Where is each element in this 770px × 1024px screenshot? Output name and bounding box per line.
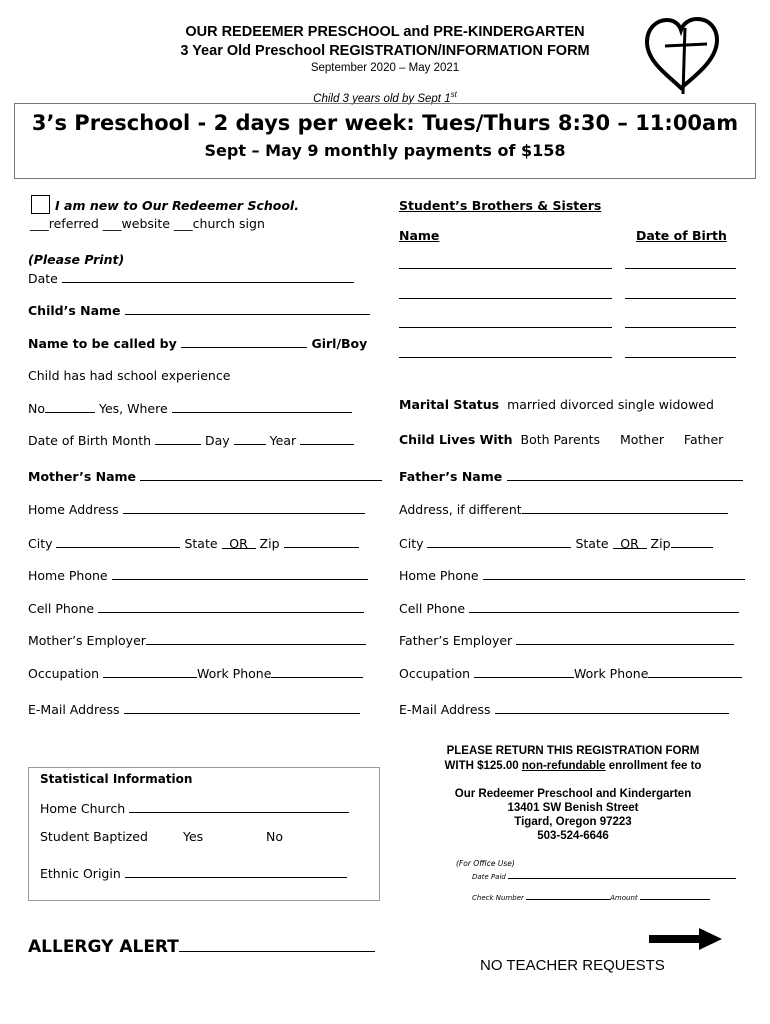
- mother-name-field[interactable]: Mother’s Name: [28, 468, 382, 484]
- school-experience: Child has had school experience: [28, 368, 231, 383]
- return-address3: Tigard, Oregon 97223: [514, 816, 632, 828]
- ethnic-origin-field[interactable]: Ethnic Origin: [40, 865, 347, 881]
- father-cell-phone-field[interactable]: Cell Phone: [399, 600, 739, 616]
- sibling-dob-line[interactable]: [625, 345, 736, 358]
- school-year: September 2020 – May 2021: [310, 62, 460, 74]
- father-city-field[interactable]: City State OR Zip: [399, 535, 713, 551]
- sibling-dob-line[interactable]: [625, 315, 736, 328]
- mother-email-field[interactable]: E-Mail Address: [28, 701, 360, 717]
- baptized-no[interactable]: No: [266, 829, 283, 844]
- return-line2: WITH $125.00 non-refundable enrollment fee to: [444, 760, 702, 772]
- father-home-phone-field[interactable]: Home Phone: [399, 567, 745, 583]
- return-address1: Our Redeemer Preschool and Kindergarten: [454, 788, 692, 800]
- sibling-name-line[interactable]: [399, 256, 612, 269]
- called-by-field[interactable]: Name to be called by Girl/Boy: [28, 336, 368, 351]
- office-use-title: (For Office Use): [456, 859, 515, 868]
- siblings-name-col: Name: [399, 228, 440, 243]
- age-requirement: Child 3 years old by Sept 1st: [313, 90, 457, 105]
- mother-city-field[interactable]: City State OR Zip: [28, 535, 359, 551]
- heart-cross-logo-icon: [641, 14, 723, 96]
- please-print: (Please Print): [28, 252, 125, 267]
- referral-options[interactable]: ___referred ___website ___church sign: [30, 216, 265, 231]
- home-church-field[interactable]: Home Church: [40, 800, 349, 816]
- dob-field[interactable]: Date of Birth Month Day Year: [28, 432, 354, 448]
- mother-cell-phone-field[interactable]: Cell Phone: [28, 600, 364, 616]
- child-name-field[interactable]: Child’s Name: [28, 302, 370, 318]
- school-name: OUR REDEEMER PRESCHOOL and PRE-KINDERGARTEN: [185, 24, 585, 40]
- sibling-name-line[interactable]: [399, 286, 612, 299]
- new-student-label: I am new to Our Redeemer School.: [55, 198, 299, 213]
- father-occupation-field[interactable]: Occupation Work Phone: [399, 665, 742, 681]
- stats-title: Statistical Information: [40, 772, 193, 786]
- baptized-yes[interactable]: Yes: [183, 829, 204, 844]
- sibling-name-line[interactable]: [399, 315, 612, 328]
- baptized-label: Student Baptized: [40, 829, 148, 844]
- return-phone: 503-524-6646: [537, 830, 609, 842]
- lives-with[interactable]: Child Lives With Both Parents Mother Father: [399, 432, 724, 447]
- return-address2: 13401 SW Benish Street: [507, 802, 639, 814]
- siblings-dob-col: Date of Birth: [636, 228, 727, 243]
- check-number-field[interactable]: Check Number Amount: [472, 892, 710, 902]
- father-email-field[interactable]: E-Mail Address: [399, 701, 729, 717]
- form-title: 3 Year Old Preschool REGISTRATION/INFORMATION FORM: [180, 43, 590, 59]
- allergy-alert-field[interactable]: ALLERGY ALERT: [28, 936, 375, 957]
- mother-occupation-field[interactable]: Occupation Work Phone: [28, 665, 363, 681]
- no-teacher-requests: NO TEACHER REQUESTS: [480, 957, 665, 974]
- new-student-checkbox[interactable]: [31, 195, 50, 214]
- marital-status[interactable]: Marital Status married divorced single widowed: [399, 397, 714, 412]
- date-field[interactable]: Date: [28, 270, 354, 286]
- siblings-title: Student’s Brothers & Sisters: [399, 198, 602, 213]
- mother-address-field[interactable]: Home Address: [28, 501, 365, 517]
- father-employer-field[interactable]: Father’s Employer: [399, 632, 734, 648]
- sibling-dob-line[interactable]: [625, 256, 736, 269]
- sibling-dob-line[interactable]: [625, 286, 736, 299]
- school-experience-field[interactable]: No Yes, Where: [28, 400, 352, 416]
- return-line1: PLEASE RETURN THIS REGISTRATION FORM: [446, 745, 700, 757]
- father-name-field[interactable]: Father’s Name: [399, 468, 743, 484]
- date-paid-field[interactable]: Date Paid: [472, 871, 736, 881]
- program-payments: Sept – May 9 monthly payments of $158: [204, 141, 566, 160]
- sibling-name-line[interactable]: [399, 345, 612, 358]
- mother-home-phone-field[interactable]: Home Phone: [28, 567, 368, 583]
- father-address-field[interactable]: Address, if different: [399, 501, 728, 517]
- right-arrow-icon: [649, 928, 723, 950]
- program-title: 3’s Preschool - 2 days per week: Tues/Thurs 8:30 – 11:00am: [31, 111, 739, 135]
- mother-employer-field[interactable]: Mother’s Employer: [28, 632, 366, 648]
